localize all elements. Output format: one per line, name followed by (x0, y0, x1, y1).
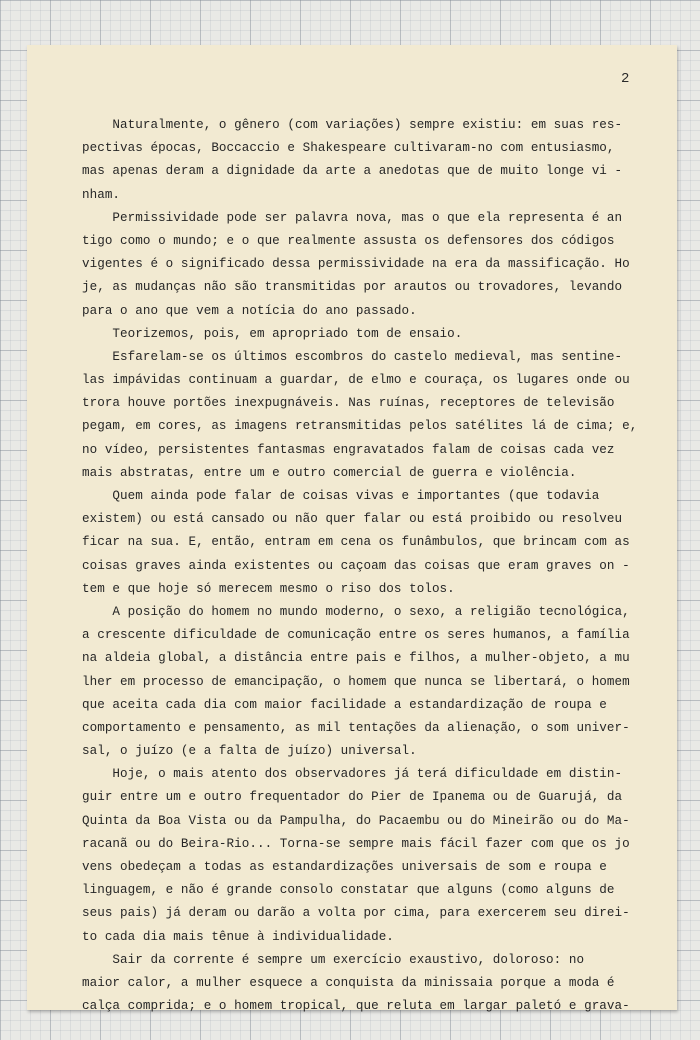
text-line: to cada dia mais tênue à individualidade. (82, 929, 394, 944)
text-line: no vídeo, persistentes fantasmas engravatados falam de coisas cada vez (82, 442, 615, 457)
text-line: Hoje, o mais atento dos observadores já terá dificuldade em distin- (82, 767, 623, 782)
text-line: racanã ou do Beira-Rio... Torna-se sempre mais fácil fazer com que os jo (82, 836, 630, 851)
text-line: guir entre um e outro frequentador do Pier de Ipanema ou de Guarujá, da (82, 790, 623, 805)
text-line: comportamento e pensamento, as mil tentações da alienação, o som univer- (82, 720, 630, 735)
text-line: Permissividade pode ser palavra nova, mas o que ela representa é an (82, 210, 623, 225)
text-line: existem) ou está cansado ou não quer falar ou está proibido ou resolveu (82, 512, 623, 527)
text-line: je, as mudanças não são transmitidas por arautos ou trovadores, levando (82, 280, 623, 295)
text-line: Quem ainda pode falar de coisas vivas e importantes (que todavia (82, 489, 600, 503)
text-line: vens obedeçam a todas as estandardizações universais de som e roupa e (82, 860, 607, 874)
text-line: ficar na sua. E, então, entram em cena os funâmbulos, que brincam com as (82, 535, 630, 550)
text-line: pegam, em cores, as imagens retransmitidas pelos satélites lá de cima; e, (82, 419, 638, 434)
text-line: A posição do homem no mundo moderno, o sexo, a religião tecnológica, (82, 604, 630, 619)
text-line: nham. (82, 187, 121, 202)
text-line: mais abstratas, entre um e outro comercial de guerra e violência. (82, 465, 577, 480)
text-line: tigo como o mundo; e o que realmente assusta os defensores dos códigos (82, 233, 615, 248)
text-line: Esfarelam-se os últimos escombros do castelo medieval, mas sentine- (82, 349, 623, 364)
text-line: calça comprida; e o homem tropical, que reluta em largar paletó e grava- (82, 999, 630, 1014)
text-line: que aceita cada dia com maior facilidade a estandardização de roupa e (82, 697, 607, 712)
text-line: seus pais) já deram ou darão a volta por cima, para exercerem seu direi- (82, 906, 630, 921)
text-line: tem e que hoje só merecem mesmo o riso dos tolos. (82, 581, 455, 596)
text-line: Sair da corrente é sempre um exercício exaustivo, doloroso: no (82, 952, 585, 967)
text-line: linguagem, e não é grande consolo constatar que alguns (como alguns de (82, 883, 615, 898)
text-line: maior calor, a mulher esquece a conquista da minissaia porque a moda é (82, 975, 615, 990)
text-line: Naturalmente, o gênero (com variações) sempre existiu: em suas res- (82, 118, 623, 132)
text-line: Teorizemos, pois, em apropriado tom de ensaio. (82, 326, 463, 341)
text-line: Quinta da Boa Vista ou da Pampulha, do Pacaembu ou do Mineirão ou do Ma- (82, 813, 630, 828)
text-line: trora houve portões inexpugnáveis. Nas ruínas, receptores de televisão (82, 396, 615, 411)
text-line: coisas graves ainda existentes ou caçoam das coisas que eram graves on - (82, 558, 630, 573)
typewritten-text-body (82, 114, 652, 1018)
text-line: las impávidas continuam a guardar, de elmo e couraça, os lugares onde ou (82, 373, 630, 388)
text-line: a crescente dificuldade de comunicação entre os seres humanos, a família (82, 628, 630, 643)
text-line: mas apenas deram a dignidade da arte a anedotas que de muito longe vi - (82, 164, 623, 179)
text-line: vigentes é o significado dessa permissividade na era da massificação. Ho (82, 257, 630, 272)
text-line: para o ano que vem a notícia do ano passado. (82, 303, 417, 318)
text-line: lher em processo de emancipação, o homem que nunca se libertará, o homem (82, 674, 630, 689)
text-line: na aldeia global, a distância entre pais e filhos, a mulher-objeto, a mu (82, 651, 630, 666)
text-line: pectivas épocas, Boccaccio e Shakespeare cultivaram-no com entusiasmo, (82, 141, 615, 156)
text-line: sal, o juízo (e a falta de juízo) universal. (82, 744, 417, 759)
page-number: 2 (621, 71, 630, 87)
